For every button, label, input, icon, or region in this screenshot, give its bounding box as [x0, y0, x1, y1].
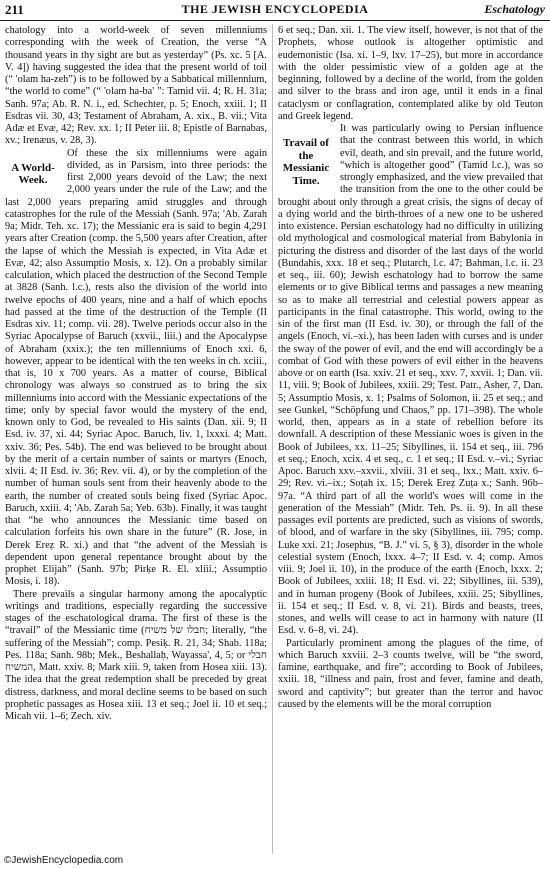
right-column	[278, 25, 543, 850]
left-column	[5, 25, 267, 850]
paragraph: There prevails a singular harmony among the apocalyptic writings and traditions, especially regarding the successive stages of the eschatological drama. The first of these is the “travail” of the Messianic time (חבלו של משיח; literally, “the suffering of the Messiah”; comp. Pesiḳ. R. 21, 34; Shab. 118a; Pes. 118a; Sanh. 98b; Mek., Beshallaḥ, Wayassa', 4, 5; or חבלי המשיח, Matt. xxiv. 8; Mark xiii. 9, taken from Hosea xiii. 13). The idea that the great redemption shall be preceded by great distress, darkness, and moral decline seems to be based on such prophetic passages as Hosea xiii. 13 et seq.; Joel ii. 10 et seq.; Micah vii. 1–6; Zech. xiv.	[5, 588, 267, 722]
running-title: THE JEWISH ENCYCLOPEDIA	[181, 2, 369, 16]
paragraph: Of these the six millenniums were again divided, as in Parsism, into three periods: the first 2,000 years devoid of the Law; the next 2,000 years under the rule of the Law; and the last 2,000 years preparing amid struggles and through catastrophes for the rule of the Messiah (Sanh. 97a; 'Ab. Zarah 9a; Midr. Teh. xc. 17); the Messianic era is said to begin 4,291 years after Creation (comp. the 5,500 years after Creation, after the lapse of which the Messiah is expected, in Vita Adæ et Evæ, 42; also Assumptio Mosis, x. 12). On a probably similar calculation, which placed the destruction of the Second Temple at 3828 (Sanh. l.c.), rests also the division of the world into twelve epochs of 400 years, nine and a half of which epochs had passed at the time of the destruction of the Temple (II Esdras xiv. 11; comp. vii. 28). Twelve periods occur also in the Syriac Apocalypse of Baruch (xxvii., liii.) and the Apocalypse of Abraham (xxix.); the ten millenniums of Enoch xxi. 6, however, appear to be identical with the ten weeks in ch. xciii., that is, 10 x 700 years. As a matter of course, Biblical chronology was always so construed as to bring the six millenniums into accord with the Messianic expectations of the time; only by special favor would the mystery of the end, known only to God, be revealed to His saints (Dan. xii. 9; II Esd. iv. 37, xi. 44; Syriac Apoc. Baruch, liv. 1, lxxxi. 4; Matt. xxiv. 36; Pes. 54b). The end was believed to be brought about by the merit of a certain number of saints or martyrs (Enoch, xlvii. 4; II Esd. iv. 36; Rev. vii. 4), or by the completion of the number of human souls sent from their heavenly abode to the earth, the number of created souls being fixed (Syriac Apoc. Baruch, xxiii. 4; 'Ab. Zarah 5a; Yeb. 63b). Finally, it was taught that “he who announces the Messianic time based on calculation forfeits his own share in the future” (R. Jose, in Derek Ereẓ R. xi.) and that “the advent of the Messiah is dependent upon general repentance brought about by the prophet Elijah” (Sanh. 97b; Pirḳe R. El. xliii.; Assumptio Mosis, i. 18).	[5, 147, 267, 588]
paragraph: It was particularly owing to Persian influence that the contrast between this world, in which evil, death, and sin prevail, and the future world, “which is altogether good” (Tamid l.c.), was so strongly emphasized, and the view prevailed that the transition from the one to the other could be brought about only through a great crisis, the signs of decay of a dying world and the birth-throes of a new one to be ushered into existence. Persian eschatology had no difficulty in utilizing old mythological and cosmological material from Babylonia in picturing the distress and disorder of the last days of the world (Bundahis, xxx. 18 et seq.; Plutarch, l.c. 47; Bahman, l.c. ii. 23 et seq., iii. 60); Jewish eschatology had to borrow the same elements or to give Biblical terms and passages a new meaning so as to make all terrestrial and celestial powers appear as participants in the final catastrophe. This world, owing to the sin of the first man (II Esd. iv. 30), or through the fall of the angels (Enoch, vi.–xi.), has been laden with curses and is under the sway of the power of evil, and the end will accordingly be a combat of God with these powers of evil either in the heavens above or on earth (Isa. xxiv. 21 et seq., xxv. 7, xxvii. 1; Dan. vii. 11, viii. 9; Book of Jubilees, xxiii. 29; Test. Patr., Asher, 7, Dan. 5; Assumptio Mosis, x. 1; Psalms of Solomon, ii. 25 et seq.; and see Gunkel, “Schöpfung und Chaos,” pp. 171–398). The whole world, then, appears as in a state of rebellion before its downfall. A description of these Messianic woes is given in the Book of Jubilees, xx. 11–25; Sibyllines, ii. 154 et seq., iii. 796 et seq.; Enoch, xcix. 4 et seq., c. 1 et seq.; II Esd. v.–vi.; Syriac Apoc. Baruch xxv.–xxvii., xlviii. 31 et seq., lxx.; Matt. xxiv. 6–29; Rev. vi.–ix.; Soṭah ix. 15; Derek Ereẓ Zuṭa x.; Sanh. 96b–97a. “A third part of all the world's woes will come in the generation of the Messiah” (Midr. Teh. Ps. ii. 9). In all these passages evil portents are predicted, such as visions of swords, of blood, and of warfare in the sky (Sibyllines, iii. 795; comp. Luke xxi. 21; Josephus, “B. J.” vi. 5, § 3), disorder in the whole celestial system (Enoch, lxxx. 4–7; II Esd. v. 4; comp. Amos viii. 9; Joel ii. 10), in the produce of the earth (Enoch, lxxx. 2; Book of Jubilees, xxiii. 18; II Esd. vi. 22; Sibyllines, iii. 539), and in human progeny (Book of Jubilees, xxiii. 25; Sibyllines, ii. 154 et seq.; II Esd. v. 8, vi. 21). Birds and beasts, trees, stones, and wells will cease to act in harmony with nature (II Esd. v. 6–8, vi. 24).	[278, 123, 543, 637]
paragraph: 6 et seq.; Dan. xii. 1. The view itself, however, is not that of the Prophets, whose outlook is altogether optimistic and eudemonistic (Isa. xi. 1–9, lxv. 17–25), but more in accordance with the older pessimistic view of a golden age at the beginning, followed by a decline of the world, from the golden and silver to the brass and iron age, until it ends in a final cataclysm or conflagration, contemplated alike by old Teuton and Greek legend.	[278, 25, 543, 122]
section-title: Eschatology	[484, 2, 545, 16]
column-divider	[272, 24, 273, 854]
page-number: 211	[5, 2, 24, 17]
footer-credit: ©JewishEncyclopedia.com	[4, 855, 124, 866]
paragraph: Particularly prominent among the plagues of the time, of which Baruch xxviii. 2–3 counts twelve, will be “the sword, famine, earthquake, and fire”; according to Book of Jubilees, xxiii. 18, “illness and pain, frost and fever, famine and death, sword and captivity”; but greater than the terror and havoc caused by the elements will be the moral corruption	[278, 637, 543, 710]
side-heading: Travail of the Messianic Time.	[282, 137, 330, 187]
page-header	[0, 0, 550, 21]
side-heading: A World-Week.	[11, 161, 55, 186]
paragraph: chatology into a world-week of seven millenniums corresponding with the week of Creation, the verse “A thousand years in thy sight are but as yesterday” (Ps. xc. 5 [A. V. 4]) having suggested the idea that the present world of toil (“ 'olam ha-zeh”) is to be followed by a Sabbatical millennium, “the world to come” (“ 'olam ha-ba' ”: Tamid vii. 4; R. H. 31a; Sanh. 97a; Ab. R. N. i., ed. Schechter, p. 5; Enoch, xxiii. 1; II Esdras vii. 30, 43; Testament of Abraham, A. xix., B. vii.; Vita Adæ et Evæ, 42; Rev. xx. 1; II Peter iii. 8; Epistle of Barnabas, xv.; Irenæus, v. 28, 3).	[5, 25, 267, 147]
